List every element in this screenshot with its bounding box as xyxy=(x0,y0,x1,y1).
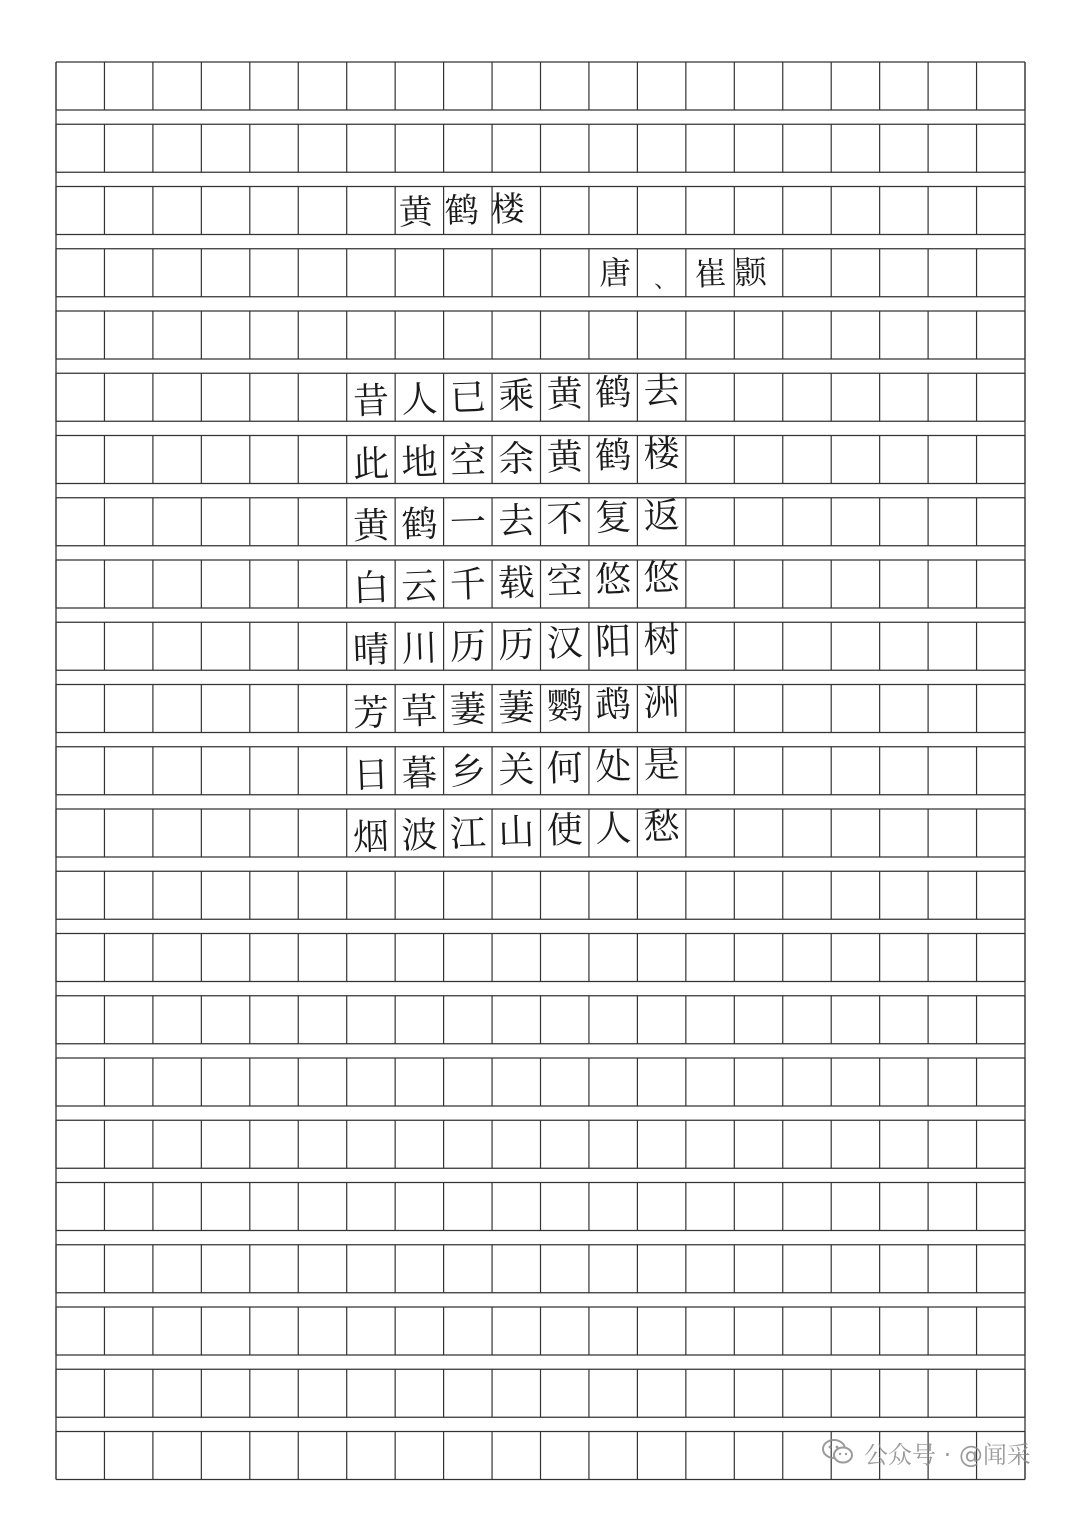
wechat-icon xyxy=(822,1438,854,1466)
watermark xyxy=(822,1432,1062,1472)
poem-line: 烟波江山使人愁 xyxy=(352,805,693,859)
dynasty-char: 唐 xyxy=(598,253,632,293)
watermark-text: 公众号 · @闻采 xyxy=(864,1440,1031,1469)
poem-line: 昔人已乘黄鹤去 xyxy=(352,370,693,424)
author-separator: 、 xyxy=(653,267,677,294)
poem-line: 芳草萋萋鹦鹉洲 xyxy=(352,681,693,735)
poem-line: 晴川历历汉阳树 xyxy=(352,619,693,673)
poem-line: 黄鹤一去不复返 xyxy=(352,494,693,548)
author-name: 崔颢 xyxy=(693,252,775,294)
poem-line: 此地空余黄鹤楼 xyxy=(352,432,693,486)
poem-line: 白云千载空悠悠 xyxy=(352,556,693,610)
poem-line: 日暮乡关何处是 xyxy=(352,743,693,797)
poem-title: 黄鹤楼 xyxy=(398,188,538,233)
